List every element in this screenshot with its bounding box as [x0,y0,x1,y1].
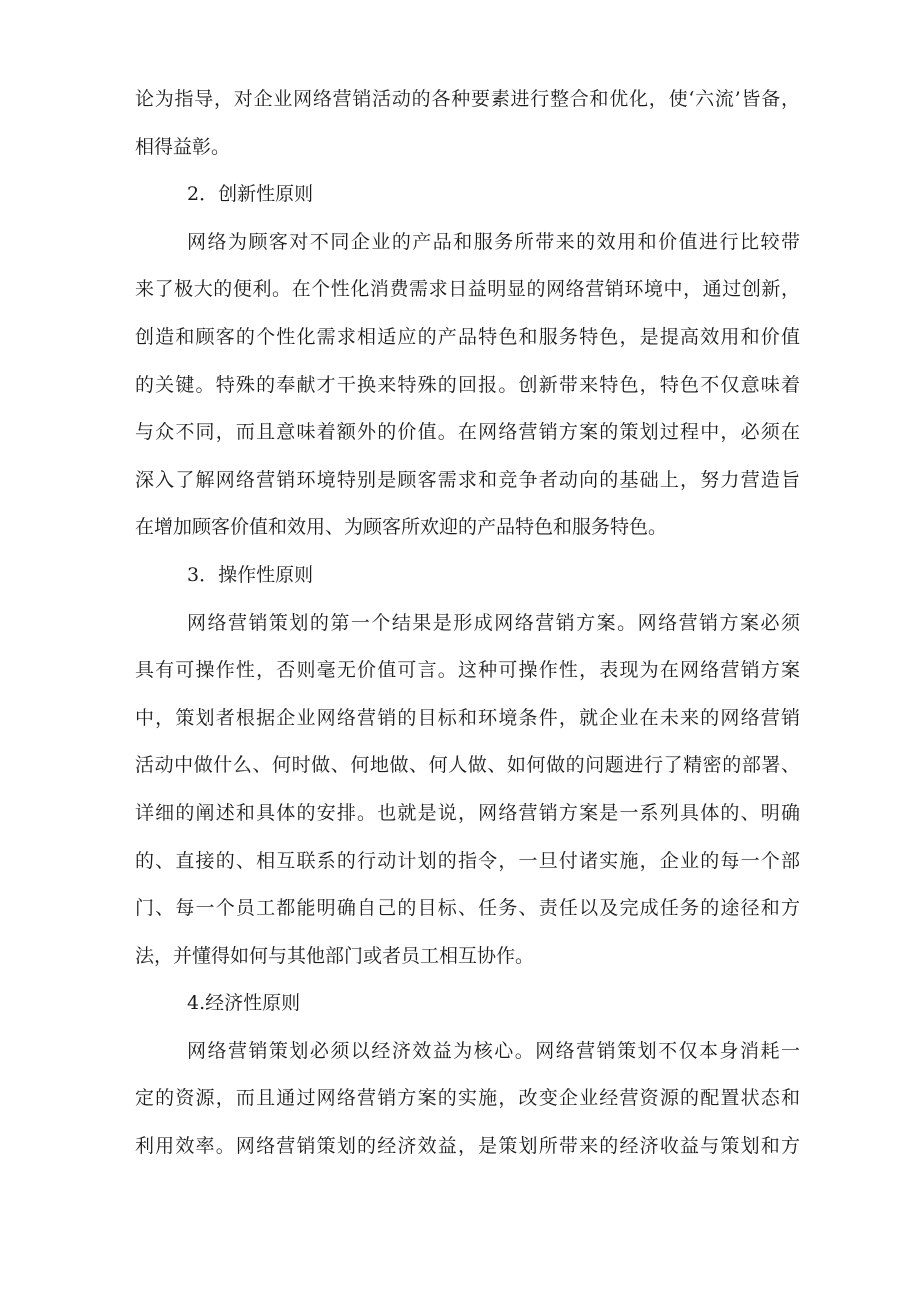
text-line: 中，策划者根据企业网络营销的目标和环境条件，就企业在未来的网络营销 [135,706,800,729]
text-line: 网络营销策划的第一个结果是形成网络营销方案。网络营销方案必须 [187,611,800,634]
section-heading-economy: 4.经济性原则 [187,992,301,1015]
text-line: 详细的阐述和具体的安排。也就是说，网络营销方案是一系列具体的、明确 [135,801,800,824]
text-line: 创造和顾客的个性化需求相适应的产品特色和服务特色，是提高效用和价值 [135,325,800,348]
paragraph-intro [135,76,800,171]
text-line: 具有可操作性，否则毫无价值可言。这种可操作性，表现为在网络营销方案 [135,659,800,682]
section-heading-operability: 3．操作性原则 [187,563,314,586]
text-line: 深入了解网络营销环境特别是顾客需求和竞争者动向的基础上，努力营造旨 [135,468,800,491]
paragraph-economy [135,1028,800,1171]
paragraph-innovation [135,219,800,552]
text-line: 定的资源，而且通过网络营销方案的实施，改变企业经营资源的配置状态和 [135,1087,800,1110]
text-line: 利用效率。网络营销策划的经济效益，是策划所带来的经济收益与策划和方 [135,1135,800,1158]
text-line: 来了极大的便利。在个性化消费需求日益明显的网络营销环境中，通过创新， [135,278,800,301]
text-line: 的、直接的、相互联系的行动计划的指令，一旦付诸实施，企业的每一个部 [135,849,800,872]
text-line: 法，并懂得如何与其他部门或者员工相互协作。 [135,944,535,967]
text-line: 活动中做什么、何时做、何地做、何人做、如何做的问题进行了精密的部署、 [135,754,800,777]
text-line: 论为指导，对企业网络营销活动的各种要素进行整合和优化，使‘六流’皆备， [135,88,800,110]
paragraph-operability [135,600,800,981]
section-heading-innovation: 2．创新性原则 [187,183,314,206]
text-line: 网络为顾客对不同企业的产品和服务所带来的效用和价值进行比较带 [187,230,800,253]
document-body [135,76,800,1171]
text-line: 门、每一个员工都能明确自己的目标、任务、责任以及完成任务的途径和方 [135,897,800,920]
text-line: 相得益彰。 [135,135,231,158]
text-line: 与众不同，而且意味着额外的价值。在网络营销方案的策划过程中，必须在 [135,421,800,444]
text-line: 的关键。特殊的奉献才干换来特殊的回报。创新带来特色，特色不仅意味着 [135,373,800,396]
text-line: 网络营销策划必须以经济效益为核心。网络营销策划不仅本身消耗一 [187,1039,800,1062]
text-line: 在增加顾客价值和效用、为顾客所欢迎的产品特色和服务特色。 [135,516,668,539]
